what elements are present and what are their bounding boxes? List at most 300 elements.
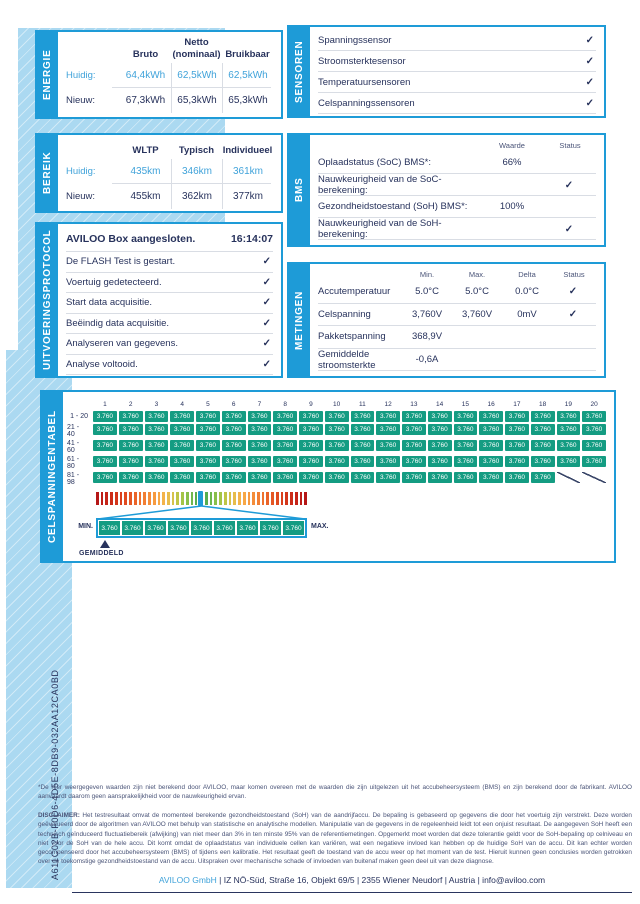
gradient-segment: [120, 492, 123, 505]
bereik-panel-label: BEREIK: [37, 135, 58, 211]
cell-voltage: 3.760: [170, 472, 194, 483]
value-cell: 65,3kWh: [171, 88, 222, 113]
energie-header-row: [66, 32, 273, 63]
sensor-label: Temperatuursensoren: [318, 76, 411, 88]
gradient-segment: [134, 492, 137, 505]
bereik-row-nieuw: [66, 184, 273, 209]
cell-voltage: 3.760: [93, 424, 117, 435]
value-cell: 455km: [130, 191, 161, 202]
column-header: WLTP: [132, 144, 159, 156]
cell-voltage: 3.760: [402, 456, 426, 467]
cell-voltage: 3.760: [454, 472, 478, 483]
gradient-segment: [224, 492, 227, 505]
energie-row-nieuw: [66, 88, 273, 113]
step-text: Analyseren van gegevens.: [66, 338, 178, 350]
min-value: 368,9V: [411, 331, 443, 343]
disclaimer-text: Het testresultaat omvat de momenteel berekende gezondheidstoestand (SoH) van de aandrijfaccu. De bepaling is gebaseerd op gegevens die door het voertuig zijn verstrekt. Deze worden geëvalueerd door de algoritmen van AVILOO met behulp van statistische en analytische modellen. Manipulatie van de gegevens in de regeleenheid leidt tot een onjuist resultaat. De aangegeven SoH heeft een technisch geïnduceerd fluctuatiebereik (afwijking) van niet meer dan 3% in ten minste 95% van de referentiemetingen. Opgemerkt moet worden dat deze tolerantie geldt voor de SoH-bepaling op celniveau en niet voor de SoH van de hele accu. Dit komt omdat de oplaadstatus van individuele cellen kan variëren, wat een negatieve invloed kan hebben op de huidige SoH van de accu. Dit kan echter worden gecompenseerd door het accubeheersysteem (BMS) of tijdens een kalibratie. Het resultaat geeft de toestand van de accu weer op het moment van de test. Hieruit kunnen geen conclusies worden getrokken over de toekomstige gezondheidstoestand van de accu. Uitspraken over mechanische schade of invloeden van buitenaf maken geen deel uit van deze diagnose.: [38, 812, 632, 866]
cell-voltage: 3.760: [505, 424, 529, 435]
gradient-segment: [129, 492, 132, 505]
cell-voltage: 3.760: [557, 411, 581, 422]
company-address: | IZ NÖ-Süd, Straße 16, Objekt 69/5 | 2355 Wiener Neudorf | Austria | info@aviloo.com: [219, 875, 546, 885]
footer-address: [72, 875, 632, 885]
sensoren-panel-body: [310, 27, 604, 116]
gradient-segment: [243, 492, 246, 505]
column-number: 9: [309, 401, 313, 408]
gradient-segment: [172, 492, 175, 505]
disclaimer-label: DISCLAIMER:: [38, 812, 80, 819]
cell-voltage: 3.760: [582, 440, 606, 451]
gradient-segment: [262, 492, 265, 505]
cell-voltage: 3.760: [531, 440, 555, 451]
min-label: MIN.: [78, 523, 93, 530]
column-number: 12: [384, 401, 392, 408]
cell-voltage: 3.760: [299, 440, 323, 451]
check-icon: ✓: [262, 297, 271, 309]
gradient-segment: [110, 492, 113, 505]
cell-voltage: 3.760: [505, 472, 529, 483]
row-label: Huidig:: [66, 70, 96, 81]
cell-voltage: 3.760: [145, 424, 169, 435]
energie-row-huidig: [66, 63, 273, 88]
min-value: -0,6A: [415, 354, 439, 365]
metingen-panel-body: [310, 264, 604, 376]
cell-voltage: 3.760: [170, 440, 194, 451]
cell-voltage: 3.760: [93, 411, 117, 422]
sensor-row: [318, 30, 596, 51]
bereik-row-huidig: [66, 159, 273, 184]
row-range-label: 41 - 60: [67, 440, 80, 454]
metingen-row: [318, 349, 596, 372]
check-icon: ✓: [568, 308, 578, 320]
cell-voltage-zoom: 3.760: [260, 521, 281, 535]
cell-voltage: 3.760: [428, 440, 452, 451]
min-value: 5.0°C: [415, 286, 439, 298]
cell-voltage: 3.760: [531, 472, 555, 483]
row-label: Huidig:: [66, 166, 96, 177]
cell-voltage: 3.760: [376, 411, 400, 422]
gradient-segment: [233, 492, 236, 505]
step-text: De FLASH Test is gestart.: [66, 256, 176, 268]
cell-voltage: 3.760: [402, 472, 426, 483]
cell-voltage: 3.760: [582, 456, 606, 467]
protocol-time: 16:14:07: [230, 232, 273, 245]
column-header: Waarde: [499, 141, 525, 150]
cell-voltage: 3.760: [299, 456, 323, 467]
gradient-segment: [290, 492, 293, 505]
column-header: Individueel: [222, 144, 273, 156]
cell-voltage: 3.760: [454, 411, 478, 422]
delta-value: 0.0°C: [515, 286, 539, 298]
check-icon: ✓: [585, 55, 594, 67]
cell-voltage: 3.760: [248, 472, 272, 483]
bms-row: [318, 196, 596, 218]
gradient-segment: [115, 492, 118, 505]
column-header: Status: [559, 141, 581, 150]
bereik-panel: [35, 133, 283, 213]
value-cell: 346km: [171, 159, 222, 184]
gradient-segment: [271, 492, 274, 505]
column-number: 2: [128, 401, 133, 408]
gradient-segment: [153, 492, 156, 505]
company-name: AVILOO GmbH: [158, 875, 217, 885]
gradient-segment: [266, 492, 269, 505]
column-number: 19: [564, 401, 572, 408]
cell-voltage: 3.760: [248, 424, 272, 435]
check-icon: ✓: [262, 276, 271, 288]
protocol-step: [66, 273, 273, 294]
cell-voltage: 3.760: [299, 411, 323, 422]
cell-voltage-zoom: 3.760: [122, 521, 143, 535]
cell-voltage: 3.760: [222, 411, 246, 422]
metingen-row: [318, 326, 596, 349]
gradient-segment: [158, 492, 161, 505]
cell-voltage: 3.760: [454, 424, 478, 435]
cell-voltage: 3.760: [196, 440, 220, 451]
cell-voltage: 3.760: [325, 440, 349, 451]
gradient-segment: [101, 492, 104, 505]
value-cell: 435km: [130, 166, 161, 177]
column-header: Min.: [419, 270, 435, 279]
average-marker-icon: [100, 540, 110, 548]
protocol-header-text: AVILOO Box aangesloten.: [66, 232, 196, 245]
bms-label: Nauwkeurigheid van de SoH-berekening:: [318, 218, 442, 240]
cell-voltage: 3.760: [351, 424, 375, 435]
cell-voltage: 3.760: [145, 440, 169, 451]
voltage-spread-visual: [67, 492, 606, 561]
cell-voltage-grid: [67, 400, 606, 486]
cell-voltage: 3.760: [119, 440, 143, 451]
column-number: 20: [590, 401, 598, 408]
column-number: 4: [180, 401, 184, 408]
cell-voltage: 3.760: [299, 472, 323, 483]
sensor-row: [318, 72, 596, 93]
energie-panel: [35, 30, 283, 119]
cell-voltage: 3.760: [145, 472, 169, 483]
protocol-step: [66, 314, 273, 335]
cell-voltage: 3.760: [351, 456, 375, 467]
cell-voltage: 3.760: [351, 411, 375, 422]
check-icon: ✓: [585, 34, 594, 46]
column-number: 13: [410, 401, 418, 408]
celspanningentabel-panel: [40, 390, 616, 563]
metingen-row: [318, 304, 596, 327]
measurement-label: Gemiddelde stroomsterkte: [318, 348, 376, 371]
sensor-row: [318, 51, 596, 72]
column-number: 11: [359, 401, 366, 408]
measurement-label: Accutemperatuur: [318, 286, 391, 298]
energie-panel-label: ENERGIE: [37, 32, 58, 117]
grid-corner: [67, 400, 91, 409]
check-icon: ✓: [262, 317, 271, 329]
step-text: Beëindig data acquisitie.: [66, 317, 169, 329]
cell-voltage: 3.760: [273, 411, 297, 422]
max-label: MAX.: [311, 523, 329, 530]
cell-voltage: 3.760: [325, 411, 349, 422]
bms-panel-body: [310, 135, 604, 245]
row-label: Nieuw:: [66, 95, 96, 106]
bms-header-row: [318, 135, 596, 152]
value-cell: 362km: [171, 184, 222, 209]
cell-voltage: 3.760: [196, 456, 220, 467]
cell-voltage: 3.760: [531, 456, 555, 467]
step-text: Voertuig gedetecteerd.: [66, 276, 162, 288]
cell-voltage: 3.760: [248, 411, 272, 422]
gradient-segment: [139, 492, 142, 505]
gradient-segment: [205, 492, 208, 505]
bms-value: 66%: [502, 157, 522, 168]
value-cell: 377km: [222, 184, 273, 209]
gradient-segment: [238, 492, 241, 505]
gradient-segment: [176, 492, 179, 505]
energie-panel-body: [58, 32, 281, 117]
cell-voltage: 3.760: [119, 424, 143, 435]
gradient-segment: [252, 492, 255, 505]
gradient-segment: [167, 492, 170, 505]
cell-voltage: 3.760: [454, 440, 478, 451]
row-range-label: 81 - 98: [67, 472, 80, 486]
gradient-segment: [300, 492, 303, 505]
gradient-segment: [181, 492, 184, 505]
cell-voltage: 3.760: [248, 456, 272, 467]
sensor-label: Celspanningssensoren: [318, 97, 415, 109]
gradient-segment: [295, 492, 298, 505]
gradient-segment: [162, 492, 165, 505]
gradient-segment: [105, 492, 108, 505]
protocol-step: [66, 334, 273, 355]
sensor-label: Stroomsterktesensor: [318, 55, 406, 67]
cell-voltage: 3.760: [222, 456, 246, 467]
cell-voltage-zoom: 3.760: [168, 521, 189, 535]
celspanningentabel-panel-body: [63, 392, 614, 561]
cell-voltage: 3.760: [351, 472, 375, 483]
cell-voltage: 3.760: [531, 424, 555, 435]
sensoren-panel-label: SENSOREN: [289, 27, 310, 116]
bms-panel-label: BMS: [289, 135, 310, 245]
cell-voltage: 3.760: [428, 411, 452, 422]
column-header: Max.: [468, 270, 486, 279]
cell-voltage: 3.760: [196, 424, 220, 435]
column-number: 1: [103, 401, 107, 408]
gradient-segment: [276, 492, 279, 505]
cell-voltage: 3.760: [299, 424, 323, 435]
cell-voltage: 3.760: [273, 472, 297, 483]
cell-voltage-zoom: 3.760: [283, 521, 304, 535]
cell-voltage: 3.760: [93, 440, 117, 451]
cell-voltage: 3.760: [479, 472, 503, 483]
footer-divider: [72, 892, 632, 893]
max-value: 5.0°C: [465, 286, 489, 298]
value-cell: 361km: [222, 159, 273, 184]
column-number: 3: [154, 401, 159, 408]
cell-voltage: 3.760: [402, 440, 426, 451]
cell-voltage: 3.760: [376, 472, 400, 483]
cell-voltage: 3.760: [582, 424, 606, 435]
bms-row: [318, 152, 596, 174]
value-cell: 65,3kWh: [222, 88, 273, 113]
cell-voltage: 3.760: [557, 424, 581, 435]
cell-voltage: 3.760: [273, 424, 297, 435]
gradient-segment: [186, 492, 189, 505]
protocol-step: [66, 293, 273, 314]
cell-voltage: 3.760: [170, 424, 194, 435]
measurement-label: Celspanning: [318, 308, 371, 320]
measurement-label: Pakketspanning: [318, 331, 386, 343]
cell-voltage: 3.760: [505, 456, 529, 467]
disclaimer: [38, 811, 632, 867]
cell-voltage: 3.760: [119, 456, 143, 467]
column-number: 17: [513, 401, 521, 408]
protocol-step: [66, 355, 273, 376]
delta-value: 0mV: [517, 308, 537, 320]
cell-voltage: 3.760: [222, 472, 246, 483]
check-icon: ✓: [262, 358, 271, 370]
column-number: 16: [487, 401, 495, 408]
bms-label: Gezondheidstoestand (SoH) BMS*:: [318, 201, 468, 212]
column-header: Netto (nominaal): [172, 37, 221, 60]
cell-missing-icon: [557, 472, 581, 483]
value-cell: 67,3kWh: [125, 95, 166, 106]
sensoren-panel: [287, 25, 606, 118]
cell-voltage: 3.760: [428, 424, 452, 435]
cell-voltage: 3.760: [402, 424, 426, 435]
cell-missing-icon: [582, 472, 606, 483]
cell-voltage: 3.760: [402, 411, 426, 422]
gradient-segment: [148, 492, 151, 505]
sensor-row: [318, 93, 596, 114]
cell-voltage: 3.760: [428, 456, 452, 467]
cell-voltage: 3.760: [376, 424, 400, 435]
protocol-step: [66, 252, 273, 273]
bms-panel: [287, 133, 606, 247]
cell-voltage: 3.760: [479, 440, 503, 451]
cell-voltage: 3.760: [325, 424, 349, 435]
bms-footnote: *De hier weergegeven waarden zijn niet berekend door AVILOO, maar komen overeen met de waarden die zijn uitgelezen uit het accubeheersysteem (BMS) en zijn berekend door de fabrikant. AVILOO aanvaardt daarom geen aansprakelijkheid voor de nauwkeurigheid ervan.: [38, 784, 632, 801]
column-number: 18: [539, 401, 547, 408]
value-cell: 62,5kWh: [171, 63, 222, 88]
cell-voltage: 3.760: [93, 472, 117, 483]
column-number: 7: [257, 401, 262, 408]
column-header: Bruikbaar: [225, 48, 270, 60]
gradient-segment: [219, 492, 222, 505]
cell-voltage-zoom: 3.760: [191, 521, 212, 535]
step-text: Start data acquisitie.: [66, 297, 153, 309]
check-icon: ✓: [568, 286, 578, 298]
bereik-panel-body: [58, 135, 281, 211]
cell-voltage: 3.760: [505, 440, 529, 451]
uitvoeringsprotocol-panel-label: UITVOERINGSPROTOCOL: [37, 224, 58, 376]
column-header: Typisch: [178, 144, 215, 156]
cell-voltage: 3.760: [325, 472, 349, 483]
protocol-header: [66, 226, 273, 252]
uitvoeringsprotocol-panel: [35, 222, 283, 378]
check-icon: ✓: [564, 179, 574, 191]
check-icon: ✓: [564, 223, 574, 235]
cell-voltage: 3.760: [505, 411, 529, 422]
gradient-segment: [143, 492, 146, 505]
cell-voltage: 3.760: [119, 411, 143, 422]
cell-voltage: 3.760: [479, 424, 503, 435]
cell-voltage: 3.760: [248, 440, 272, 451]
report-id-code: A611C02B-F0D6-4D5E-8DB9-032AA12CA0BD: [50, 669, 60, 880]
bms-value: 100%: [499, 201, 525, 212]
gradient-segment: [304, 492, 307, 505]
metingen-panel: [287, 262, 606, 378]
cell-voltage-zoom: 3.760: [237, 521, 258, 535]
check-icon: ✓: [585, 76, 594, 88]
cell-voltage-zoom: 3.760: [145, 521, 166, 535]
column-number: 15: [461, 401, 469, 408]
cell-voltage-zoom: 3.760: [99, 521, 120, 535]
celspanningentabel-panel-label: CELSPANNINGENTABEL: [42, 392, 63, 561]
bms-label: Oplaadstatus (SoC) BMS*:: [318, 157, 431, 168]
column-header: Delta: [518, 270, 536, 279]
bms-label: Nauwkeurigheid van de SoC-berekening:: [318, 174, 442, 196]
column-number: 5: [206, 401, 210, 408]
gradient-segment: [248, 492, 251, 505]
row-range-label: 21 - 40: [67, 424, 80, 438]
column-header: Status: [563, 270, 585, 279]
cell-voltage: 3.760: [145, 411, 169, 422]
gradient-segment: [229, 492, 232, 505]
cell-voltage: 3.760: [93, 456, 117, 467]
metingen-row: [318, 281, 596, 304]
zoom-strip: [96, 518, 307, 538]
max-value: 3,760V: [461, 308, 493, 320]
min-value: 3,760V: [411, 308, 443, 320]
gradient-segment: [285, 492, 288, 505]
gradient-segment: [281, 492, 284, 505]
column-header: Bruto: [132, 48, 159, 60]
cell-voltage: 3.760: [222, 440, 246, 451]
gradient-segment: [191, 492, 194, 505]
sensor-label: Spanningssensor: [318, 34, 392, 46]
uitvoeringsprotocol-panel-body: [58, 224, 281, 376]
value-cell: 64,4kWh: [125, 70, 166, 81]
cell-voltage: 3.760: [196, 472, 220, 483]
check-icon: ✓: [262, 256, 271, 268]
cell-voltage: 3.760: [376, 456, 400, 467]
gradient-segment: [214, 492, 217, 505]
step-text: Analyse voltooid.: [66, 358, 138, 370]
cell-voltage: 3.760: [170, 456, 194, 467]
cell-voltage: 3.760: [273, 440, 297, 451]
cell-voltage: 3.760: [222, 424, 246, 435]
cell-voltage: 3.760: [325, 456, 349, 467]
gradient-segment: [124, 492, 127, 505]
check-icon: ✓: [585, 97, 594, 109]
cell-voltage: 3.760: [479, 456, 503, 467]
gradient-segment: [96, 492, 99, 505]
cell-voltage: 3.760: [582, 411, 606, 422]
bereik-header-row: [66, 135, 273, 159]
column-number: 14: [436, 401, 444, 408]
cell-voltage: 3.760: [273, 456, 297, 467]
cell-voltage: 3.760: [557, 456, 581, 467]
cell-voltage: 3.760: [454, 456, 478, 467]
cell-voltage: 3.760: [119, 472, 143, 483]
row-label: Nieuw:: [66, 191, 96, 202]
check-icon: ✓: [262, 338, 271, 350]
bms-row: [318, 218, 596, 240]
metingen-header-row: [318, 264, 596, 281]
average-label: GEMIDDELD: [79, 550, 124, 557]
value-cell: 62,5kWh: [222, 63, 273, 88]
gradient-segment: [257, 492, 260, 505]
column-number: 8: [283, 401, 287, 408]
cell-voltage: 3.760: [531, 411, 555, 422]
cell-voltage: 3.760: [428, 472, 452, 483]
cell-voltage: 3.760: [479, 411, 503, 422]
